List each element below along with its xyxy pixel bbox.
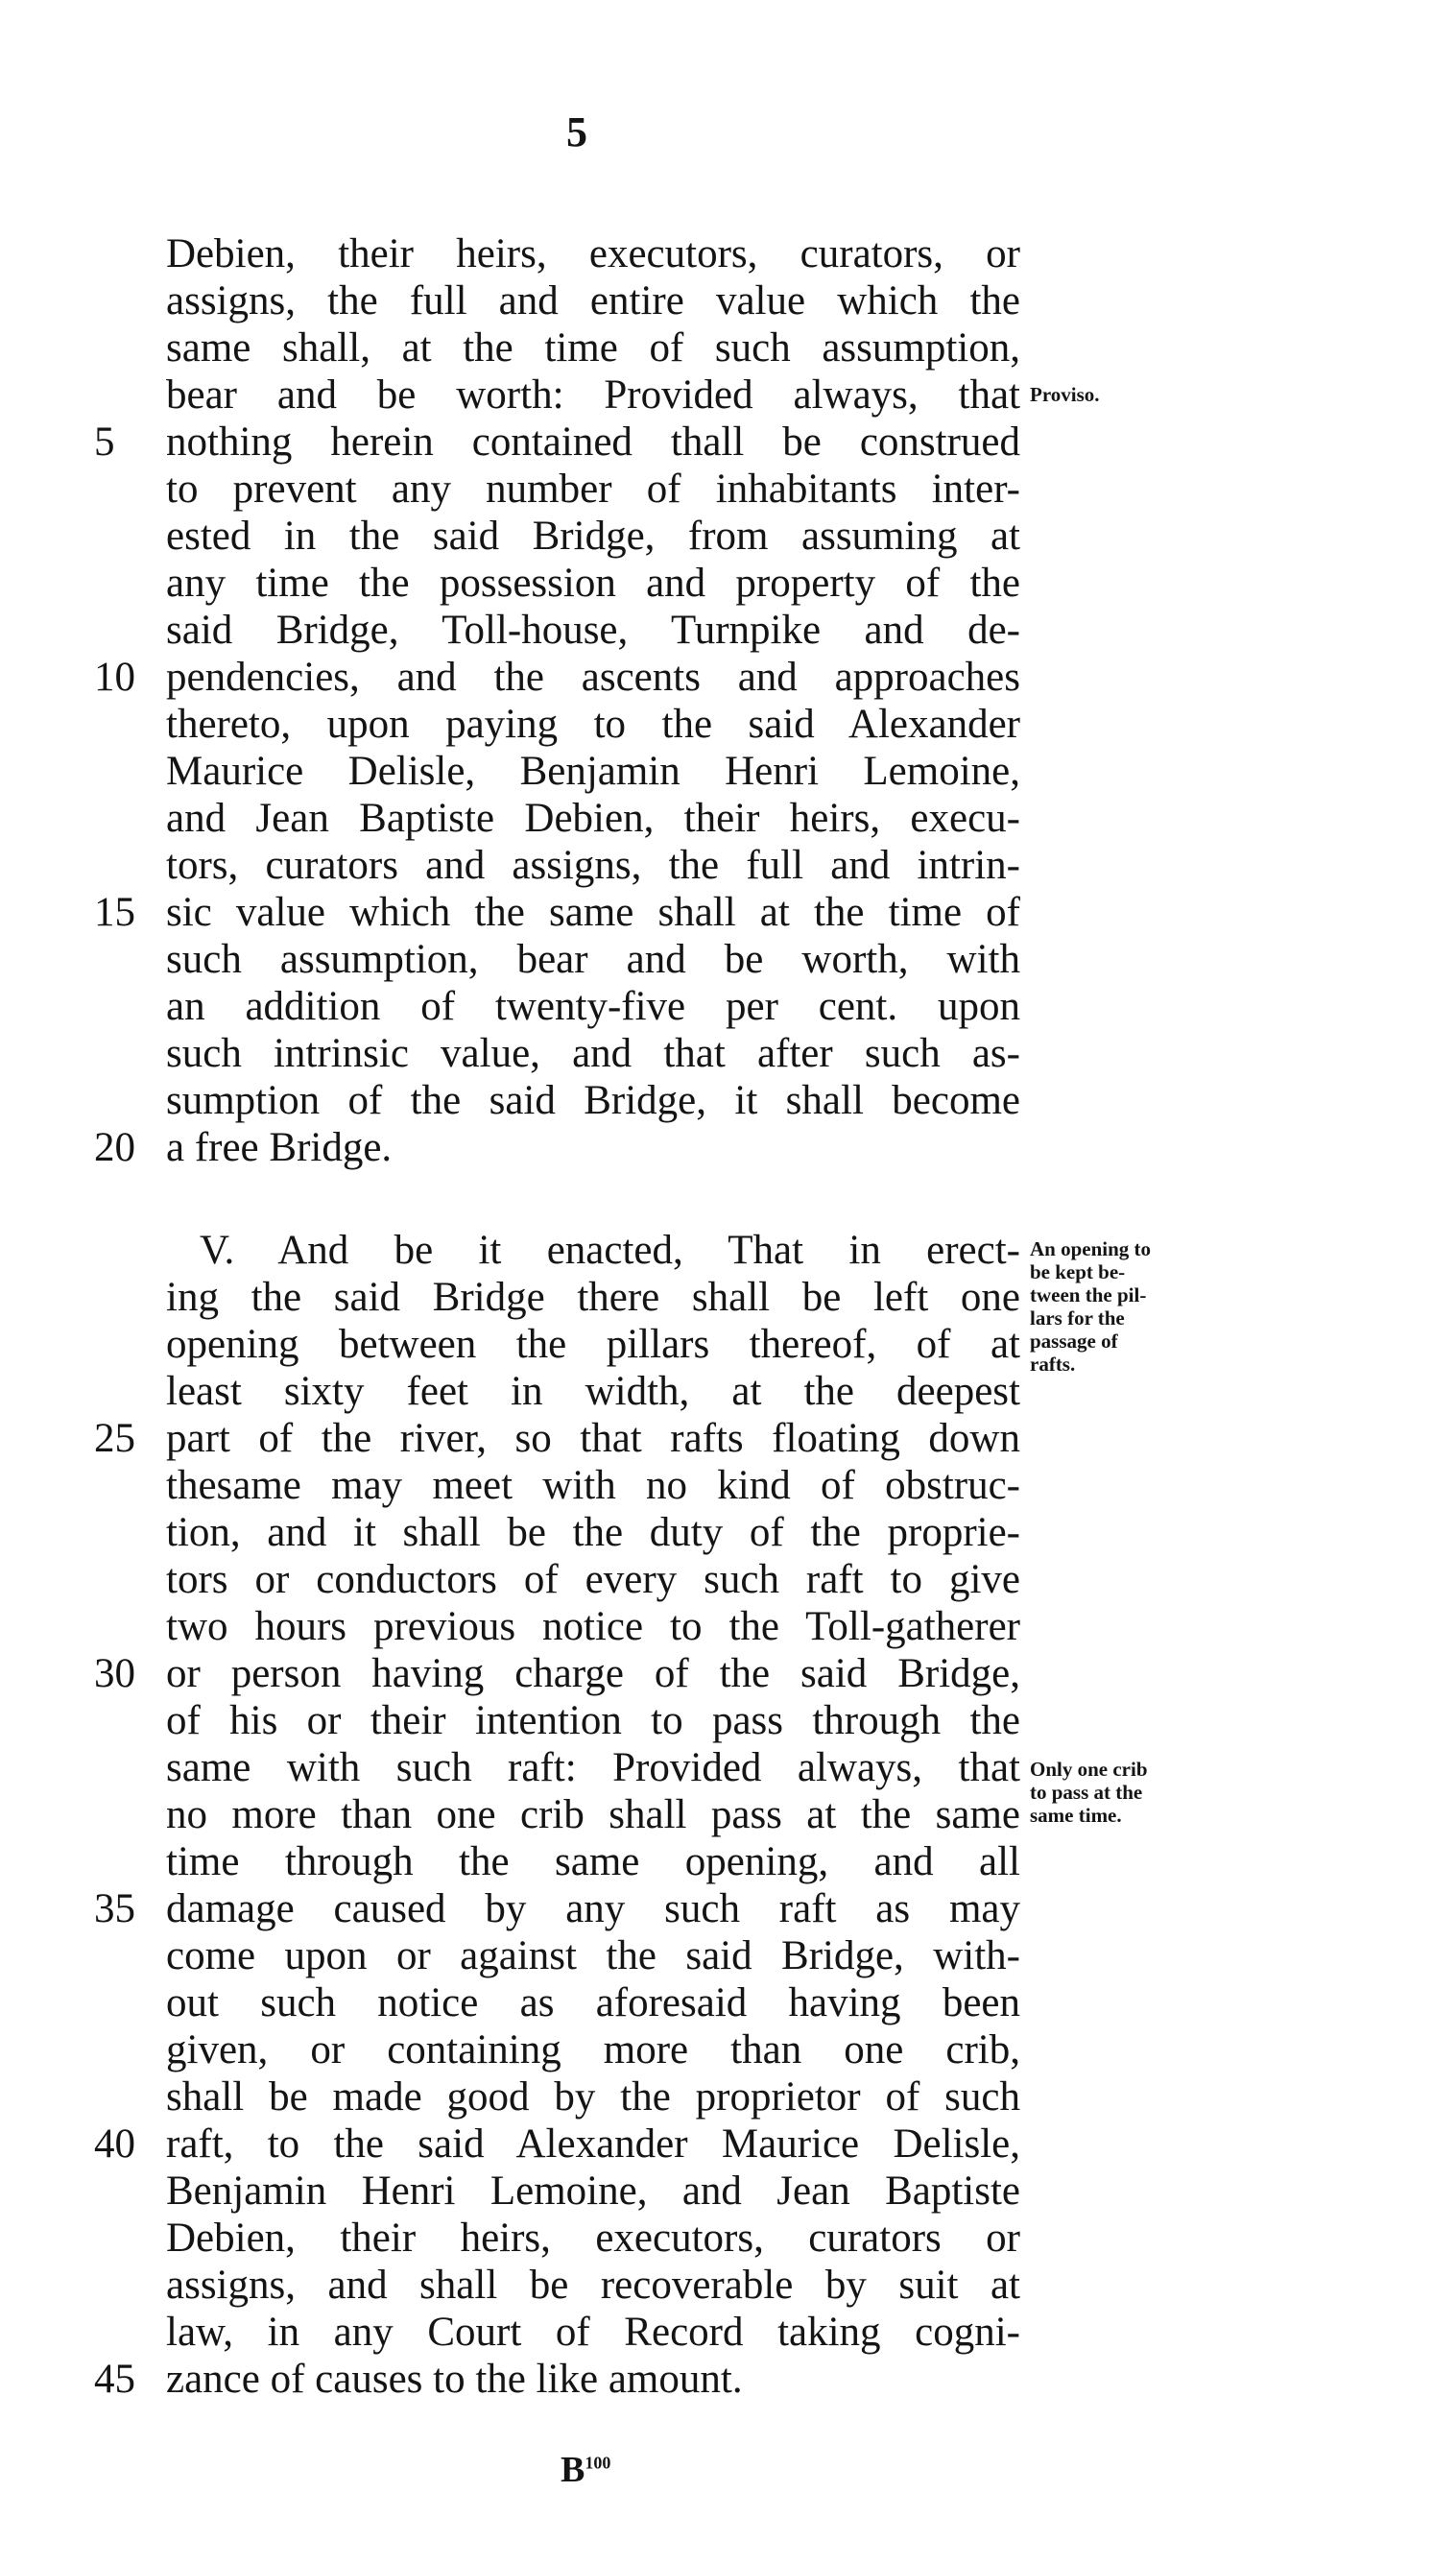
- line-text: Debien, their heirs, executors, curators or: [166, 2216, 1020, 2261]
- line-text: such intrinsic value, and that after such as-: [166, 1031, 1020, 1076]
- line-text: thesame may meet with no kind of obstruc-: [166, 1463, 1020, 1508]
- line-text: damage caused by any such raft as may: [166, 1886, 1020, 1931]
- text-line: [166, 1653, 1020, 1694]
- line-text: opening between the pillars thereof, of at: [166, 1322, 1020, 1367]
- line-text: a free Bridge.: [166, 1125, 393, 1170]
- text-line: [166, 2029, 1020, 2071]
- line-text: such assumption, bear and be worth, with: [166, 937, 1020, 982]
- line-number: 10: [94, 655, 135, 700]
- text-line: [166, 1888, 1020, 1929]
- text-line: [166, 610, 1020, 651]
- line-number: 25: [94, 1416, 135, 1461]
- line-text: an addition of twenty-five per cent. upon: [166, 984, 1020, 1029]
- signature-number: 100: [585, 2453, 611, 2473]
- line-text: tors or conductors of every such raft to give: [166, 1557, 1020, 1602]
- text-line: [166, 1277, 1020, 1318]
- text-line: [166, 1700, 1020, 1741]
- text-line: [166, 892, 1020, 933]
- line-text: bear and be worth: Provided always, that: [166, 372, 1020, 418]
- margin-note-line: tween the pil-: [1030, 1283, 1147, 1306]
- text-line: [166, 2123, 1020, 2165]
- line-text: assigns, the full and entire value which the: [166, 278, 1020, 323]
- text-line: [166, 1418, 1020, 1459]
- text-line: [166, 704, 1020, 745]
- text-line: [166, 2264, 1020, 2306]
- text-line: [166, 2359, 1020, 2400]
- text-line: [166, 1747, 1020, 1788]
- line-text: Benjamin Henri Lemoine, and Jean Baptiste: [166, 2169, 1020, 2214]
- text-line: [166, 563, 1020, 604]
- line-text: assigns, and shall be recoverable by suit at: [166, 2263, 1020, 2308]
- line-text: tion, and it shall be the duty of the proprie-: [166, 1510, 1020, 1555]
- text-line: [166, 2312, 1020, 2353]
- text-line: [166, 280, 1020, 322]
- line-number: 45: [94, 2357, 135, 2402]
- line-number: 15: [94, 890, 135, 935]
- line-number: 35: [94, 1886, 135, 1931]
- line-number: 20: [94, 1125, 135, 1170]
- line-text: to prevent any number of inhabitants inter-: [166, 467, 1020, 512]
- line-text: any time the possession and property of the: [166, 561, 1020, 606]
- text-line: [166, 798, 1020, 839]
- text-line: [166, 1127, 1020, 1168]
- text-line: [166, 1080, 1020, 1121]
- text-line: [166, 421, 1020, 463]
- text-line: [166, 657, 1020, 698]
- line-text: come upon or against the said Bridge, with-: [166, 1933, 1020, 1978]
- line-text: Debien, their heirs, executors, curators, or: [166, 231, 1020, 276]
- text-line: [166, 1982, 1020, 2024]
- line-text: same shall, at the time of such assumption,: [166, 325, 1020, 371]
- text-line: [166, 327, 1020, 369]
- text-line: [166, 1606, 1020, 1647]
- text-line: [166, 515, 1020, 557]
- text-line: [166, 939, 1020, 980]
- margin-note-line: lars for the: [1030, 1306, 1125, 1330]
- text-line: [166, 2217, 1020, 2259]
- line-text: no more than one crib shall pass at the same: [166, 1792, 1020, 1837]
- line-text: nothing herein contained thall be construed: [166, 419, 1020, 465]
- text-line: [200, 1230, 1020, 1271]
- line-text: Maurice Delisle, Benjamin Henri Lemoine,: [166, 749, 1020, 794]
- line-text: least sixty feet in width, at the deepest: [166, 1369, 1020, 1414]
- text-line: [166, 1794, 1020, 1835]
- margin-note-line: Only one crib: [1030, 1758, 1148, 1781]
- margin-note-line: passage of: [1030, 1330, 1118, 1353]
- text-line: [166, 751, 1020, 792]
- text-line: [166, 1935, 1020, 1977]
- margin-note-proviso: Proviso.: [1030, 383, 1100, 406]
- line-text: zance of causes to the like amount.: [166, 2357, 743, 2402]
- line-text: two hours previous notice to the Toll-gatherer: [166, 1604, 1020, 1649]
- line-number: 5: [94, 419, 115, 465]
- text-line: [166, 1033, 1020, 1074]
- line-number: 30: [94, 1651, 135, 1696]
- line-text: thereto, upon paying to the said Alexander: [166, 702, 1020, 747]
- line-text: or person having charge of the said Bridge,: [166, 1651, 1020, 1696]
- text-line: [166, 468, 1020, 510]
- line-text: sumption of the said Bridge, it shall become: [166, 1078, 1020, 1123]
- text-line: [166, 1559, 1020, 1600]
- line-text: sic value which the same shall at the time of: [166, 890, 1020, 935]
- text-line: [166, 1841, 1020, 1882]
- margin-note-line: be kept be-: [1030, 1260, 1126, 1283]
- margin-note-line: to pass at the: [1030, 1781, 1143, 1804]
- line-text: raft, to the said Alexander Maurice Delisle,: [166, 2121, 1020, 2167]
- page-number: 5: [566, 108, 587, 156]
- line-text: pendencies, and the ascents and approaches: [166, 655, 1020, 700]
- line-text: ested in the said Bridge, from assuming at: [166, 514, 1020, 559]
- line-text: law, in any Court of Record taking cogni-: [166, 2310, 1020, 2355]
- line-number: 40: [94, 2121, 135, 2167]
- line-text: ing the said Bridge there shall be left one: [166, 1275, 1020, 1320]
- line-text: of his or their intention to pass through the: [166, 1698, 1020, 1743]
- line-text: tors, curators and assigns, the full and intrin-: [166, 843, 1020, 888]
- text-line: [166, 374, 1020, 416]
- margin-note-line: same time.: [1030, 1804, 1122, 1827]
- line-text: said Bridge, Toll-house, Turnpike and de-: [166, 608, 1020, 653]
- line-text: time through the same opening, and all: [166, 1839, 1020, 1884]
- line-text: out such notice as aforesaid having been: [166, 1980, 1020, 2025]
- line-text: shall be made good by the proprietor of such: [166, 2074, 1020, 2120]
- text-line: [166, 1512, 1020, 1553]
- text-line: [166, 1371, 1020, 1412]
- margin-note-line: An opening to: [1030, 1237, 1152, 1260]
- line-text: V. And be it enacted, That in erect-: [200, 1228, 1020, 1273]
- line-text: part of the river, so that rafts floating down: [166, 1416, 1020, 1461]
- signature-letter: B: [561, 2450, 585, 2490]
- text-line: [166, 233, 1020, 275]
- printer-signature-mark: [561, 2449, 610, 2491]
- margin-note-line: rafts.: [1030, 1353, 1076, 1376]
- line-text: and Jean Baptiste Debien, their heirs, execu-: [166, 796, 1020, 841]
- text-line: [166, 1465, 1020, 1506]
- line-text: given, or containing more than one crib,: [166, 2027, 1020, 2073]
- text-line: [166, 2076, 1020, 2118]
- text-line: [166, 845, 1020, 886]
- text-line: [166, 1324, 1020, 1365]
- text-line: [166, 986, 1020, 1027]
- line-text: same with such raft: Provided always, that: [166, 1745, 1020, 1790]
- text-line: [166, 2170, 1020, 2212]
